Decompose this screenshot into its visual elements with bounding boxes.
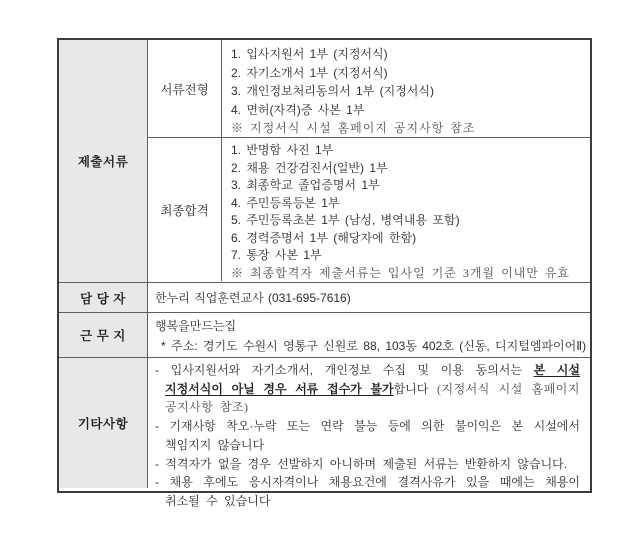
etc-row	[59, 357, 590, 508]
stage-final-acceptance	[148, 137, 590, 281]
etc-note-suffix: 합니다	[393, 381, 437, 396]
workplace-name: 행복을만드는집	[155, 319, 237, 333]
list-item: 4. 면허(자격)증 사본 1부	[231, 102, 365, 117]
list-item: 3. 최종학교 졸업증명서 1부	[231, 178, 380, 192]
etc-note-no-return: - 적격자가 없을 경우 선발하지 아니하며 제출된 서류는 반환하지 않습니다.	[155, 456, 568, 471]
etc-note-emphasis: 본 시설 지정서식이 아닐 경우 서류 접수가 불가	[165, 363, 580, 396]
stage-screening-label: 서류전형	[148, 40, 222, 137]
final-note: ※ 최종합격자 제출서류는 입사일 기준 3개월 이내만 유효	[231, 265, 571, 280]
screening-note: ※ 지정서식 시설 홈페이지 공지사항 참조	[231, 121, 476, 136]
submission-row-label: 제출서류	[59, 40, 148, 282]
etc-note-cancellation: - 채용 후에도 응시자격이나 채용요건에 결격사유가 있을 때에는 채용이 취소될 수 있습니다	[155, 475, 580, 508]
list-item: 4. 주민등록등본 1부	[231, 195, 340, 210]
workplace-value	[148, 313, 590, 357]
list-item: 7. 통장 사본 1부	[231, 248, 322, 262]
list-item: 1. 입사지원서 1부 (지정서식)	[231, 47, 388, 61]
stage-final-label: 최종합격	[148, 138, 222, 281]
stage-screening-items	[222, 40, 590, 137]
stage-final-items	[222, 138, 590, 281]
list-item: 2. 채용 건강검진서(일반) 1부	[231, 160, 388, 175]
contact-row-label: 담 당 자	[59, 283, 148, 312]
workplace-address: * 주소: 경기도 수원시 영통구 신원로 88, 103동 402호 (신동, 디지털엠파이어Ⅱ)	[161, 339, 587, 353]
submission-stages	[148, 40, 590, 282]
contact-person-row	[59, 282, 590, 312]
list-item: 6. 경력증명서 1부 (해당자에 한함)	[231, 230, 417, 245]
list-item: 2. 자기소개서 1부 (지정서식)	[231, 65, 388, 80]
list-item: 5. 주민등록초본 1부 (남성, 병역내용 포함)	[231, 213, 460, 227]
list-item: 3. 개인정보처리동의서 1부 (지정서식)	[231, 84, 434, 99]
recruitment-info-table	[57, 38, 592, 508]
etc-row-label: 기타사항	[59, 358, 148, 488]
submission-documents-row	[59, 40, 590, 282]
etc-notes	[148, 358, 590, 508]
contact-value: 한누리 직업훈련교사 (031-695-7616)	[148, 283, 590, 312]
etc-note-aside: (지정서식 시설 홈페이지 공지사항 참조)	[165, 381, 580, 415]
workplace-row	[59, 312, 590, 357]
etc-note-prefix: - 입사지원서와 자기소개서, 개인정보 수집 및 이용 동의서는	[155, 363, 534, 377]
stage-document-screening	[148, 40, 590, 137]
list-item: 1. 반명함 사진 1부	[231, 143, 334, 157]
etc-note-designated-form	[155, 361, 580, 417]
etc-note-liability: - 기재사항 착오·누락 또는 연락 불능 등에 의한 불이익은 본 시설에서 책임지지 않습니다	[155, 419, 580, 452]
workplace-row-label: 근 무 지	[59, 313, 148, 357]
